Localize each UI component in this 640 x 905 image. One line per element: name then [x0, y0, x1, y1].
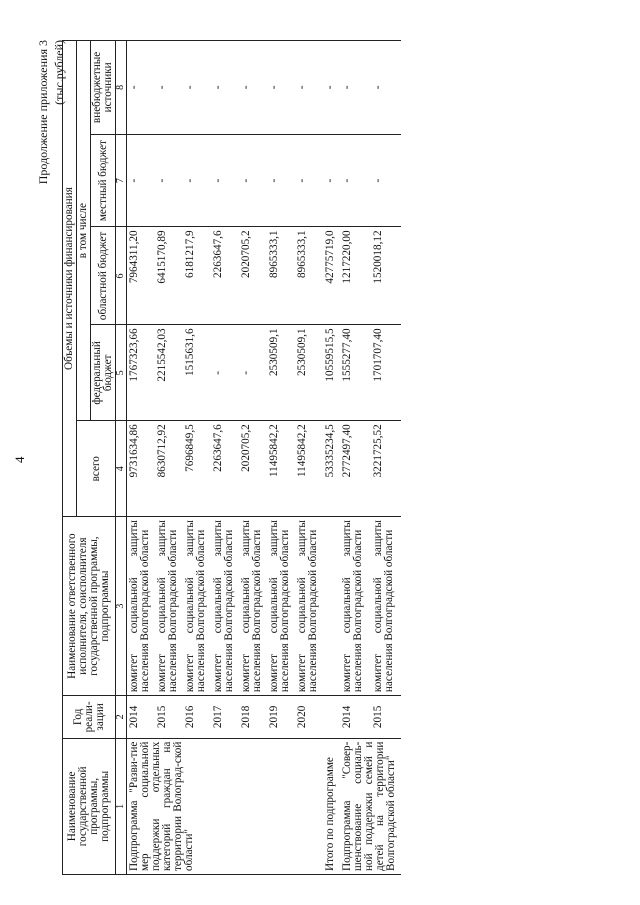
table-row: [127, 41, 156, 875]
federal-cell: 1701707,40: [371, 325, 402, 421]
total-cell: 53335234,5: [323, 421, 340, 517]
table-row-total: [323, 41, 340, 875]
federal-cell: 2530509,1: [295, 325, 323, 421]
executor-cell: комитет социальной защиты населения Волгоградской области: [340, 517, 371, 696]
federal-cell: 2215542,03: [155, 325, 183, 421]
header-total: всего: [77, 421, 116, 517]
header-program-name: Наименование государственной программы, подпрограммы: [63, 738, 116, 874]
regional-cell: 8965333,1: [267, 227, 295, 325]
total-cell: 7696849,5: [183, 421, 211, 517]
total-cell: 2020705,2: [239, 421, 267, 517]
year-cell: 2018: [239, 696, 267, 739]
total-cell: 8630712,92: [155, 421, 183, 517]
column-number: 6: [116, 227, 127, 325]
column-number: 1: [116, 738, 127, 874]
executor-cell: комитет социальной защиты населения Волгоградской области: [127, 517, 156, 696]
local-cell: -: [239, 134, 267, 227]
executor-cell: комитет социальной защиты населения Волгоградской области: [239, 517, 267, 696]
header-including: в том числе: [77, 41, 91, 421]
total-cell: 11495842,2: [295, 421, 323, 517]
regional-cell: 6415170,89: [155, 227, 183, 325]
year-cell: 2020: [295, 696, 323, 739]
program-name-cell: Подпрограмма "Совер-шенствование социаль-ной поддержки семей и детей на территории Волгоградской области": [340, 738, 401, 874]
year-cell: 2015: [371, 696, 402, 739]
executor-cell: комитет социальной защиты населения Волгоградской области: [267, 517, 295, 696]
federal-cell: 1767323,66: [127, 325, 156, 421]
extra-cell: -: [127, 41, 156, 135]
executor-cell: комитет социальной защиты населения Волгоградской области: [371, 517, 402, 696]
federal-cell: -: [239, 325, 267, 421]
federal-cell: -: [211, 325, 239, 421]
extra-cell: -: [267, 41, 295, 135]
local-cell: -: [323, 134, 340, 227]
program-name-cell: Итого по подпрограмме: [323, 738, 340, 874]
executor-cell: комитет социальной защиты населения Волгоградской области: [183, 517, 211, 696]
funding-table: [62, 40, 401, 875]
local-cell: -: [267, 134, 295, 227]
federal-cell: 10559515,5: [323, 325, 340, 421]
federal-cell: 1515631,6: [183, 325, 211, 421]
year-cell: 2014: [127, 696, 156, 739]
extra-cell: -: [183, 41, 211, 135]
local-cell: -: [183, 134, 211, 227]
total-cell: 2263647,6: [211, 421, 239, 517]
page-number: 4: [12, 456, 27, 463]
local-cell: -: [127, 134, 156, 227]
executor-cell: комитет социальной защиты населения Волгоградской области: [211, 517, 239, 696]
total-cell: 11495842,2: [267, 421, 295, 517]
regional-cell: 7964311,20: [127, 227, 156, 325]
extra-cell: -: [295, 41, 323, 135]
regional-cell: 1217220,00: [340, 227, 371, 325]
column-number: 8: [116, 41, 127, 135]
regional-cell: 2263647,6: [211, 227, 239, 325]
header-federal: федеральный бюджет: [91, 325, 116, 421]
header-executor: Наименование ответственного исполнителя, соисполнителя государственной программы, подпрограммы: [63, 517, 116, 696]
extra-cell: -: [371, 41, 402, 135]
column-number: 2: [116, 696, 127, 739]
year-cell: 2017: [211, 696, 239, 739]
program-name-cell: Подпрограмма "Разви-тие мер социальной поддержки отдельных категорий граждан на территории Волоград-ской области": [127, 738, 324, 874]
federal-cell: 2530509,1: [267, 325, 295, 421]
local-cell: -: [340, 134, 371, 227]
header-funding: Объемы и источники финансирования: [63, 41, 77, 517]
year-cell: 2015: [155, 696, 183, 739]
regional-cell: 8965333,1: [295, 227, 323, 325]
executor-cell: [323, 517, 340, 696]
table-row: [340, 41, 371, 875]
executor-cell: комитет социальной защиты населения Волгоградской области: [295, 517, 323, 696]
local-cell: -: [155, 134, 183, 227]
regional-cell: 2020705,2: [239, 227, 267, 325]
column-number: 4: [116, 421, 127, 517]
appendix-label: Продолжение приложения 3: [36, 40, 50, 185]
year-cell: 2019: [267, 696, 295, 739]
extra-cell: -: [340, 41, 371, 135]
total-cell: 9731634,86: [127, 421, 156, 517]
total-cell: 3221725,52: [371, 421, 402, 517]
local-cell: -: [211, 134, 239, 227]
total-cell: 2772497,40: [340, 421, 371, 517]
header-local: местный бюджет: [91, 134, 116, 227]
regional-cell: 42775719,0: [323, 227, 340, 325]
column-number: 3: [116, 517, 127, 696]
federal-cell: 1555277,40: [340, 325, 371, 421]
units-label: (тыс.рублей): [52, 40, 66, 105]
extra-cell: -: [155, 41, 183, 135]
extra-cell: -: [211, 41, 239, 135]
local-cell: -: [295, 134, 323, 227]
header-extra: внебюджетные источники: [91, 41, 116, 135]
year-cell: 2016: [183, 696, 211, 739]
extra-cell: -: [323, 41, 340, 135]
year-cell: [323, 696, 340, 739]
header-regional: областной бюджет: [91, 227, 116, 325]
regional-cell: 1520018,12: [371, 227, 402, 325]
extra-cell: -: [239, 41, 267, 135]
column-number: 5: [116, 325, 127, 421]
year-cell: 2014: [340, 696, 371, 739]
executor-cell: комитет социальной защиты населения Волгоградской области: [155, 517, 183, 696]
local-cell: -: [371, 134, 402, 227]
column-number: 7: [116, 134, 127, 227]
regional-cell: 6181217,9: [183, 227, 211, 325]
header-year: Год реали-зации: [63, 696, 116, 739]
